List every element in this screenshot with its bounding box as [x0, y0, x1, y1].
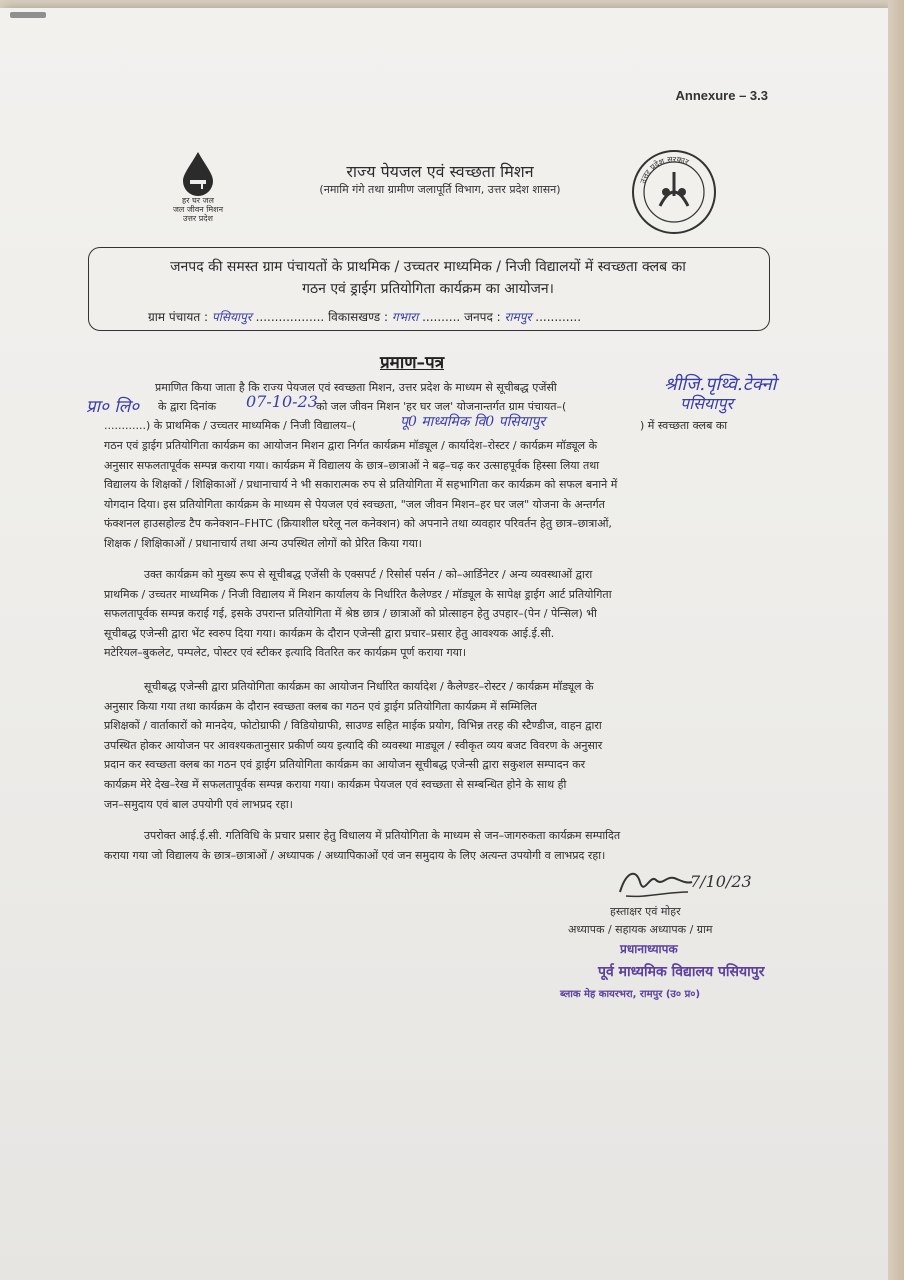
document-title: प्रमाण–पत्र [380, 353, 445, 373]
paragraph-2: उक्त कार्यक्रम को मुख्य रूप से सूचीबद्ध एजेंसी के एक्सपर्ट / रिसोर्स पर्सन / को–आर्डिनेटर / अन्य व्यवस्थाओं द्वारा प्राथमिक / उच्चतर माध्यमिक / निजी विद्यालय में मिशन कार्यालय के निर्धारित कैलेण्डर / मॉड्यूल के सापेक्ष ड्राईग आर्ट प्रतियोगिता सफलतापूर्वक सम्पन्न कराई गई, इसके उपरान्त प्रतियोगिता में श्रेष्ठ छात्र / छात्राओं को प्रोत्साहन हेतु उपहार–(पेन / पेन्सिल) भी सूचीबद्ध एजेन्सी द्वारा भेंट स्वरुप दिया गया। कार्यक्रम के दौरान एजेन्सी द्वारा प्रचार–प्रसार हेतु आवश्यक आई.ई.सी. मटेरियल–बुकलेट, पम्पलेट, पोस्टर एवं स्टीकर इत्यादि वितरित कर कार्यक्रम पूर्ण कराया गया। [104, 568, 612, 660]
top-edge [0, 0, 904, 8]
annexure-label: Annexure – 3.3 [675, 88, 768, 103]
para1-line-2b: को जल जीवन मिशन 'हर घर जल' योजनान्तर्गत ग्राम पंचायत–( [316, 400, 567, 413]
para1-line-1: प्रमाणित किया जाता है कि राज्य पेयजल एवं स्वच्छता मिशन, उत्तर प्रदेश के माध्यम से सूचीबद्ध एजेंसी [155, 381, 557, 394]
jal-jeevan-mission-logo [160, 150, 236, 223]
svg-text:उत्तर प्रदेश सरकार [638, 155, 690, 185]
signature-scribble [616, 862, 696, 902]
logo-line-2: जल जीवन मिशन [172, 205, 224, 214]
district-label: जनपद : [464, 310, 501, 324]
water-drop-icon [178, 150, 218, 196]
mission-title: राज्य पेयजल एवं स्वच्छता मिशन [346, 162, 534, 181]
location-fields: ग्राम पंचायत : पसियापुर .................. विकासखण्ड : गभारा .......... जनपद : रामपुर ............ [148, 310, 582, 324]
stamp-headmaster: प्रधानाध्यापक [620, 942, 678, 956]
stamp-block-address: ब्लाक मेह कायरभरा, रामपुर (उ० प्र०) [560, 989, 701, 1000]
subject-text [96, 256, 760, 300]
handwritten-date: 07-10-23 [246, 392, 318, 411]
block-value: गभारा [391, 310, 419, 324]
subject-line-1: जनपद की समस्त ग्राम पंचायतों के प्राथमिक / उच्चतर माध्यमिक / निजी विद्यालयों में स्वच्छता क्लब का [170, 259, 686, 275]
paragraph-4: उपरोक्त आई.ई.सी. गतिविधि के प्रचार प्रसार हेतु विधालय में प्रतियोगिता के माध्यम से जन–जागरुकता कार्यक्रम सम्पादित कराया गया जो विद्यालय के छात्र–छात्राओं / अध्यापक / अध्यापिकाओं एवं जन समुदाय के लिए अत्यन्त उपयोगी व लाभप्रद रहा। [104, 829, 621, 862]
gram-panchayat-value: पसियापुर [211, 310, 252, 324]
para1-line-3a: ............) के प्राथमिक / उच्चतर माध्यमिक / निजी विद्यालय–( [104, 419, 357, 432]
staple-mark [10, 12, 46, 18]
paragraph-1-body: गठन एवं ड्राईग प्रतियोगिता कार्यक्रम का आयोजन मिशन द्वारा निर्गत कार्यक्रम मॉड्यूल / कार्यादेश–रोस्टर / कार्यक्रम मॉड्यूल के अनुसार सफलतापूर्वक सम्पन्न कराया गया। कार्यक्रम में विद्यालय के छात्र–छात्राओं ने बढ़–चढ़ कर उत्साहपूर्वक हिस्सा लिया तथा विद्यालय के शिक्षकों / शिक्षिकाओं / प्रधानाचार्य ने भी सकारात्मक रुप से प्रतियोगिता में सहभागिता कर कार्यक्रम को सफल बनाने में योगदान दिया। इस प्रतियोगिता कार्यक्रम के माध्यम से पेयजल एवं स्वच्छता, "जल जीवन मिशन–हर घर जल" योजना के अन्तर्गत फंक्शनल हाउसहोल्ड टैप कनेक्शन–FHTC (क्रियाशील घरेलू नल कनेक्शन) को अपनाने तथा व्यवहार परिवर्तन हेतु छात्र–छात्राओं, शिक्षक / शिक्षिकाओं / प्रधानाचार्य तथा अन्य उपस्थित लोगों को प्रेरित किया गया। [104, 439, 618, 550]
mission-subtitle: (नमामि गंगे तथा ग्रामीण जलापूर्ति विभाग, उत्तर प्रदेश शासन) [319, 183, 561, 196]
para1-line-2a: के द्वारा दिनांक [158, 400, 217, 413]
stamp-school-name: पूर्व माध्यमिक विद्यालय पसियापुर [598, 964, 765, 980]
paragraph-3: सूचीबद्ध एजेन्सी द्वारा प्रतियोगिता कार्यक्रम का आयोजन निर्धारित कार्यादेश / कैलेण्डर–रोस्टर / कार्यक्रम मॉड्यूल के अनुसार किया गया तथा कार्यक्रम के दौरान स्वच्छता क्लब का गठन एवं ड्राईग प्रतियोगिता कार्यक्रम में सम्मिलित प्रशिक्षकों / वार्ताकारों को मानदेय, फोटोग्राफी / विडियोग्राफी, साउण्ड सहित माईक प्रयोग, विभिन्न तरह की स्टैण्डीज, वाहन द्वारा उपस्थित होकर आयोजन पर आवश्यकतानुसार प्रकीर्ण व्यय इत्यादि की व्यवस्था माड्यूल / स्वीकृत व्यय बजट विवरण के अनुसार प्रदान कर स्वच्छता क्लब का गठन एवं ड्राईग प्रतियोगिता कार्यक्रम का आयोजन सूचीबद्ध एजेन्सी द्वारा सकुशल सम्पादन कर कार्यक्रम मेरे देख–रेख में सफलतापूर्वक सम्पन्न कराया गया। कार्यक्रम पेयजल एवं स्वच्छता से सम्बन्धित होने के साथ ही जन–समुदाय एवं बाल उपयोगी एवं लाभप्रद रहा। [104, 680, 603, 811]
para1-line-3b: ) में स्वच्छता क्लब का [640, 419, 728, 432]
signature-label: हस्ताक्षर एवं मोहर [610, 905, 681, 918]
up-government-seal [630, 148, 718, 236]
logo-line-3: उत्तर प्रदेश [183, 214, 213, 223]
handwritten-agency: श्रीजि.पृथ्वि.टेक्नो [664, 374, 777, 395]
block-label: विकासखण्ड : [328, 310, 389, 324]
signatory-designation: अध्यापक / सहायक अध्यापक / ग्राम [568, 923, 713, 936]
handwritten-panchayat: पसियापुर [680, 394, 734, 413]
signature-date: 7/10/23 [690, 872, 752, 891]
gram-panchayat-label: ग्राम पंचायत : [148, 310, 209, 324]
subject-line-2: गठन एवं ड्राईग प्रतियोगिता कार्यक्रम का आयोजन। [302, 281, 554, 297]
logo-line-1: हर घर जल [182, 196, 214, 205]
page-edge [888, 0, 904, 1280]
district-value: रामपुर [504, 310, 532, 324]
seal-text: उत्तर प्रदेश सरकार [638, 154, 691, 185]
handwritten-school: पू0 माध्यमिक वि0 पसियापुर [400, 414, 546, 430]
handwritten-agency-suffix: प्रा० लि० [86, 397, 140, 417]
